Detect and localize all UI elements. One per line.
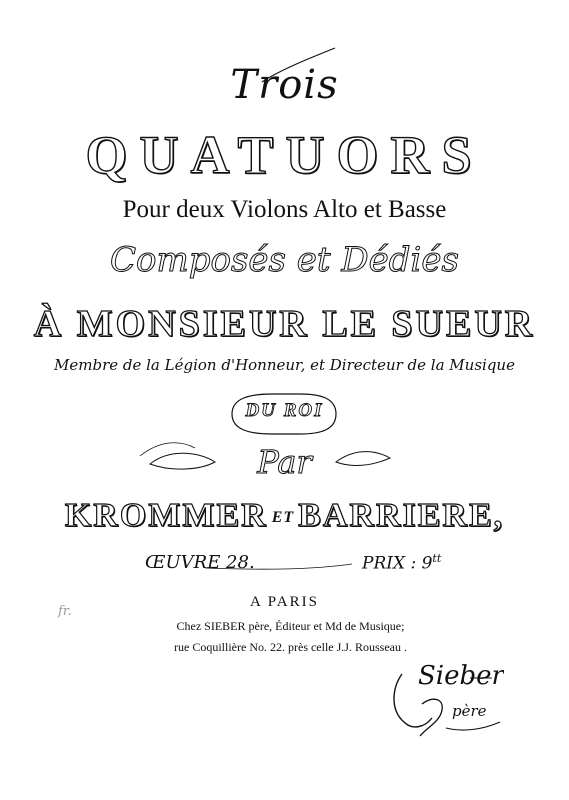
margin-annotation: fr.	[58, 604, 72, 619]
address-line: rue Coquillière No. 22. près celle J.J. Rousseau .	[174, 640, 407, 654]
composers-line	[0, 497, 569, 535]
price-unit: tt	[432, 552, 442, 565]
signature-suffix: père	[452, 702, 487, 720]
price-label	[362, 552, 441, 574]
composes-et-dedies: Composés et Dédiés	[110, 240, 459, 280]
publisher-line: Chez SIEBER père, Éditeur et Md de Musique;	[176, 619, 405, 633]
et-connector: ET	[271, 509, 295, 527]
par-label: Par	[257, 443, 312, 481]
price-value: PRIX : 9	[362, 553, 433, 574]
signature-name: Sieber	[418, 661, 504, 691]
composer-krommer: KROMMER	[64, 497, 268, 534]
dedicatee-name: À MONSIEUR LE SUEUR	[33, 303, 536, 345]
du-roi-label: DU ROI	[245, 400, 324, 421]
opus-number: ŒUVRE 28.	[145, 552, 255, 573]
dedicatee-title: Membre de la Légion d'Honneur, et Directeur de la Musique	[54, 356, 515, 374]
composer-barriere: BARRIERE,	[298, 497, 505, 534]
publisher-signature	[382, 648, 504, 740]
instrumentation-line: Pour deux Violons Alto et Basse	[122, 196, 447, 223]
title-quatuors: QUATUORS	[85, 125, 484, 185]
city-label: A PARIS	[250, 594, 319, 610]
title-trois: Trois	[230, 62, 339, 108]
